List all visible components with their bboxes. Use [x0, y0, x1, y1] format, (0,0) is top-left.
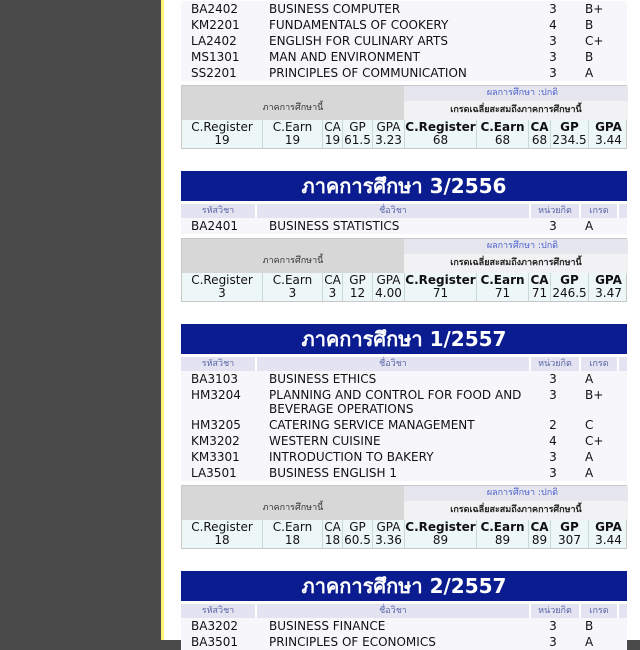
gp-value: 60.5: [344, 533, 371, 547]
name-column-header: ชื่อวิชา: [257, 204, 531, 218]
course-credit: 3: [549, 619, 557, 633]
course-row: [181, 49, 627, 65]
course-code: KM2201: [191, 18, 240, 32]
c-earn-label: C.Earn: [480, 120, 525, 134]
course-code: LA3501: [191, 466, 237, 480]
cumulative-stats: [404, 120, 628, 148]
course-code: BA3202: [191, 619, 238, 633]
semester-summary: [181, 238, 627, 302]
gp-label: GP: [349, 120, 366, 134]
gpa-value: 3.47: [595, 286, 622, 300]
transcript-content: [181, 0, 627, 650]
c-earn-label: C.Earn: [272, 273, 313, 287]
ca-value: 19: [324, 133, 341, 147]
course-row: [181, 387, 627, 417]
course-row: [181, 17, 627, 33]
course-grade: A: [585, 372, 594, 386]
course-name: BUSINESS ENGLISH 1: [269, 466, 397, 480]
grade-column-header: เกรด: [581, 204, 619, 218]
course-name: PRINCIPLES OF ECONOMICS: [269, 635, 436, 649]
gpa-label: GPA: [595, 120, 622, 134]
course-credit: 3: [549, 219, 557, 233]
course-grade: A: [585, 466, 594, 480]
course-grade: B: [585, 619, 594, 633]
course-grade: B: [585, 18, 594, 32]
c-register-label: C.Register: [191, 273, 253, 287]
ca-label: CA: [530, 273, 549, 287]
course-row: [181, 634, 627, 650]
semester-stats: [182, 120, 404, 148]
course-table-header: [181, 357, 627, 371]
ca-value: 71: [531, 286, 548, 300]
c-earn-value: 19: [284, 133, 301, 147]
name-column-header: ชื่อวิชา: [257, 604, 531, 618]
course-code: LA2402: [191, 34, 237, 48]
result-status: ผลการศึกษา :ปกติ: [404, 486, 628, 501]
gp-value: 234.5: [552, 133, 587, 147]
cumulative-label: เกรดเฉลี่ยสะสมถึงภาคการศึกษานี้: [404, 101, 628, 120]
semester-stats: [182, 273, 404, 301]
name-column-header: ชื่อวิชา: [257, 357, 531, 371]
course-code: HM3205: [191, 418, 241, 432]
gp-label: GP: [560, 520, 579, 534]
ca-value: 89: [531, 533, 548, 547]
course-row: [181, 417, 627, 433]
semester-stats: [182, 520, 404, 548]
grade-column-header: เกรด: [581, 357, 619, 371]
c-register-label: C.Register: [191, 120, 253, 134]
gpa-value: 3.23: [375, 133, 402, 147]
credit-column-header: หน่วยกิต: [531, 604, 581, 618]
semester-title: ภาคการศึกษา 1/2557: [181, 324, 627, 354]
course-row: [181, 465, 627, 481]
course-grade: C+: [585, 34, 604, 48]
c-register-label: C.Register: [191, 520, 253, 534]
course-code: MS1301: [191, 50, 240, 64]
course-code: KM3202: [191, 434, 240, 448]
ca-label: CA: [530, 120, 549, 134]
course-credit: 3: [549, 50, 557, 64]
course-grade: B+: [585, 2, 604, 16]
c-earn-label: C.Earn: [480, 520, 525, 534]
gpa-label: GPA: [595, 273, 622, 287]
cumulative-stats: [404, 520, 628, 548]
gp-label: GP: [349, 273, 366, 287]
ca-label: CA: [324, 520, 341, 534]
course-table-header: [181, 604, 627, 618]
course-list-top: [181, 1, 627, 81]
c-register-value: 19: [214, 133, 230, 147]
course-credit: 3: [549, 66, 557, 80]
grade-column-header: เกรด: [581, 604, 619, 618]
semester-summary: [181, 85, 627, 149]
c-earn-value: 68: [494, 133, 511, 147]
course-row: [181, 65, 627, 81]
course-credit: 3: [549, 2, 557, 16]
result-status: ผลการศึกษา :ปกติ: [404, 86, 628, 101]
gpa-label: GPA: [595, 520, 622, 534]
semester-summary: [181, 485, 627, 549]
c-register-value: 18: [214, 533, 230, 547]
gp-value: 61.5: [344, 133, 371, 147]
course-row: [181, 33, 627, 49]
gpa-value: 4.00: [375, 286, 402, 300]
semester-label: ภาคการศึกษานี้: [182, 239, 404, 273]
course-grade: A: [585, 635, 594, 649]
c-register-value: 68: [432, 133, 449, 147]
course-name: FUNDAMENTALS OF COOKERY: [269, 18, 449, 32]
course-name: ENGLISH FOR CULINARY ARTS: [269, 34, 448, 48]
credit-column-header: หน่วยกิต: [531, 204, 581, 218]
course-code: HM3204: [191, 388, 241, 402]
course-name: [259, 388, 533, 416]
c-register-label: C.Register: [405, 273, 476, 287]
credit-column-header: หน่วยกิต: [531, 357, 581, 371]
course-grade: A: [585, 66, 594, 80]
course-code: BA2402: [191, 2, 238, 16]
ca-value: 3: [328, 286, 337, 300]
gp-value: 307: [558, 533, 581, 547]
course-code: BA3103: [191, 372, 238, 386]
course-row: [181, 1, 627, 17]
course-grade: C: [585, 418, 594, 432]
course-name: WESTERN CUISINE: [269, 434, 381, 448]
course-credit: 3: [549, 466, 557, 480]
c-register-value: 71: [432, 286, 449, 300]
semester-title: ภาคการศึกษา 2/2557: [181, 571, 627, 601]
course-grade: C+: [585, 434, 604, 448]
c-earn-label: C.Earn: [480, 273, 525, 287]
gpa-label: GPA: [376, 273, 401, 287]
semester-label: ภาคการศึกษานี้: [182, 86, 404, 120]
course-row: [181, 618, 627, 634]
course-row: [181, 433, 627, 449]
course-grade: A: [585, 219, 594, 233]
gp-label: GP: [560, 273, 579, 287]
c-earn-value: 18: [284, 533, 301, 547]
semester-label: ภาคการศึกษานี้: [182, 486, 404, 520]
course-credit: 3: [549, 34, 557, 48]
gp-value: 246.5: [552, 286, 587, 300]
c-earn-value: 89: [494, 533, 511, 547]
course-name: BUSINESS FINANCE: [269, 619, 386, 633]
gpa-value: 3.44: [595, 133, 622, 147]
code-column-header: รหัสวิชา: [181, 204, 257, 218]
course-code: BA2401: [191, 219, 238, 233]
course-name: CATERING SERVICE MANAGEMENT: [269, 418, 475, 432]
code-column-header: รหัสวิชา: [181, 604, 257, 618]
c-register-label: C.Register: [405, 120, 476, 134]
c-register-label: C.Register: [405, 520, 476, 534]
left-gutter: [0, 0, 161, 640]
course-name: MAN AND ENVIRONMENT: [269, 50, 420, 64]
gp-label: GP: [349, 520, 366, 534]
result-status: ผลการศึกษา :ปกติ: [404, 239, 628, 254]
course-credit: 4: [549, 434, 557, 448]
course-name: BUSINESS STATISTICS: [269, 219, 400, 233]
c-earn-label: C.Earn: [272, 120, 313, 134]
cumulative-label: เกรดเฉลี่ยสะสมถึงภาคการศึกษานี้: [404, 254, 628, 273]
ca-label: CA: [324, 273, 341, 287]
gp-label: GP: [560, 120, 579, 134]
course-row: [181, 449, 627, 465]
course-name: INTRODUCTION TO BAKERY: [269, 450, 434, 464]
course-credit: 4: [549, 18, 557, 32]
semester-title: ภาคการศึกษา 3/2556: [181, 171, 627, 201]
course-credit: 2: [549, 418, 557, 432]
ca-value: 68: [531, 133, 548, 147]
ca-label: CA: [530, 520, 549, 534]
c-earn-label: C.Earn: [272, 520, 313, 534]
course-code: SS2201: [191, 66, 237, 80]
course-credit: 3: [549, 372, 557, 386]
code-column-header: รหัสวิชา: [181, 357, 257, 371]
gpa-value: 3.44: [595, 533, 622, 547]
course-name: BUSINESS ETHICS: [269, 372, 377, 386]
c-earn-value: 71: [494, 286, 511, 300]
course-code: KM3301: [191, 450, 240, 464]
course-credit: 3: [549, 450, 557, 464]
course-row: [181, 218, 627, 234]
course-credit: 3: [549, 388, 557, 402]
cumulative-stats: [404, 273, 628, 301]
course-name-line1: PLANNING AND CONTROL FOR FOOD AND: [269, 388, 522, 402]
course-grade: A: [585, 450, 594, 464]
c-register-value: 3: [218, 286, 226, 300]
transcript-page[interactable]: [164, 0, 640, 649]
gp-value: 12: [349, 286, 366, 300]
gpa-value: 3.36: [375, 533, 402, 547]
course-name: BUSINESS COMPUTER: [269, 2, 401, 16]
course-name-line2: BEVERAGE OPERATIONS: [269, 402, 414, 416]
course-row: [181, 371, 627, 387]
gpa-label: GPA: [376, 120, 401, 134]
course-grade: B+: [585, 388, 604, 402]
gpa-label: GPA: [376, 520, 401, 534]
course-grade: B: [585, 50, 594, 64]
ca-value: 18: [324, 533, 341, 547]
course-credit: 3: [549, 635, 557, 649]
course-table-header: [181, 204, 627, 218]
c-earn-value: 3: [288, 286, 297, 300]
ca-label: CA: [324, 120, 341, 134]
cumulative-label: เกรดเฉลี่ยสะสมถึงภาคการศึกษานี้: [404, 501, 628, 520]
course-code: BA3501: [191, 635, 238, 649]
c-register-value: 89: [432, 533, 449, 547]
course-name: PRINCIPLES OF COMMUNICATION: [269, 66, 467, 80]
